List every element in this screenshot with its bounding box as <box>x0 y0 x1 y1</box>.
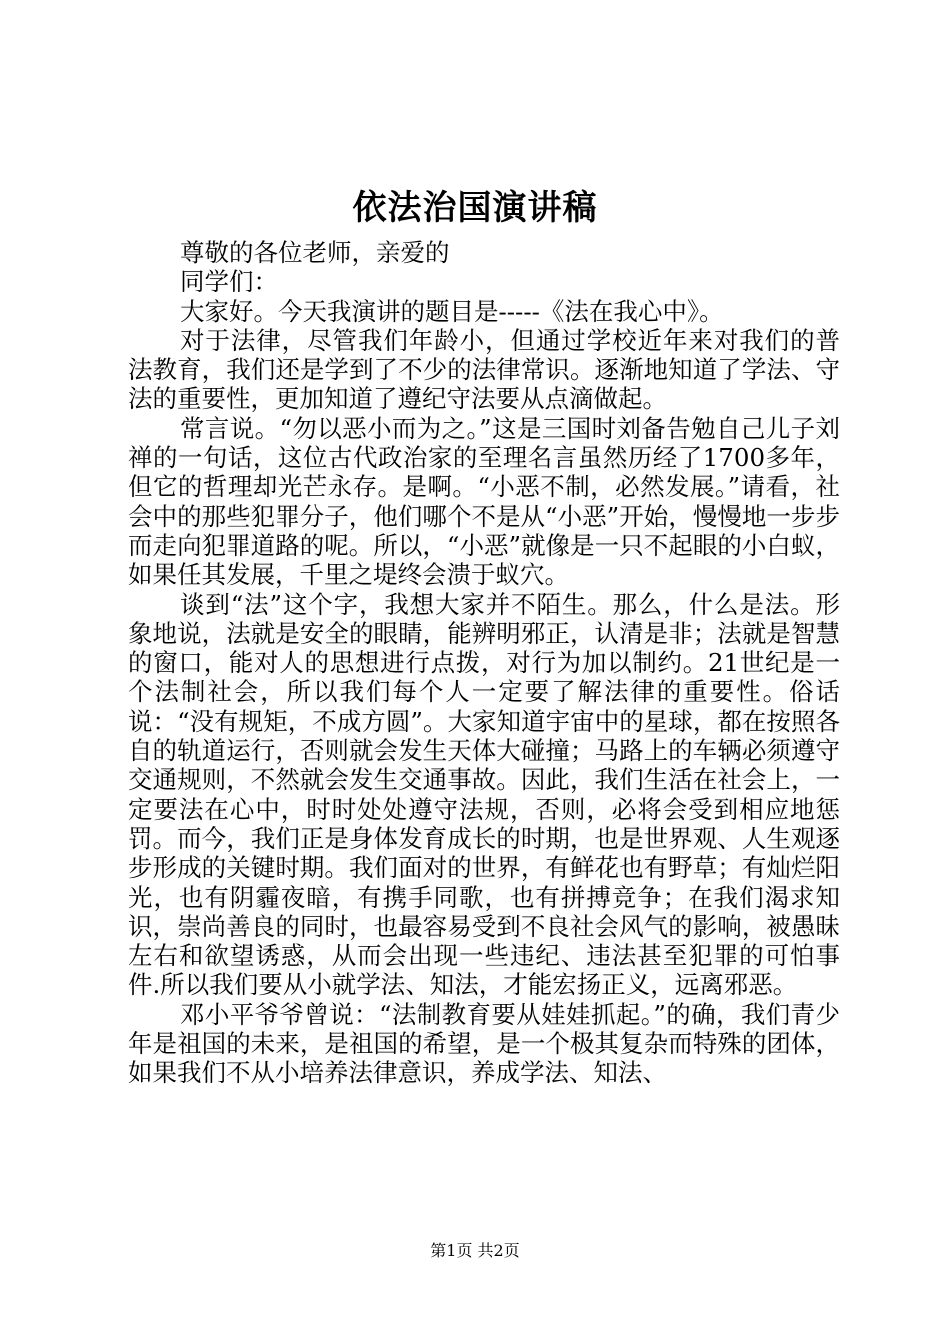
paragraph-body: 邓小平爷爷曾说：“法制教育要从娃娃抓起。”的确，我们青少年是祖国的未来，是祖国的希望，是一个极其复杂而特殊的团体，如果我们不从小培养法律意识，养成学法、知法、 <box>128 999 840 1088</box>
document-body <box>128 238 840 1088</box>
paragraph-body: 对于法律，尽管我们年龄小，但通过学校近年来对我们的普法教育，我们还是学到了不少的法律常识。逐渐地知道了学法、守法的重要性，更加知道了遵纪守法要从点滴做起。 <box>128 325 840 414</box>
paragraph-salutation-continued: 同学们： <box>180 267 278 297</box>
document-title: 依法治国演讲稿 <box>352 188 598 228</box>
page-footer: 第1页 共2页 <box>430 1241 520 1260</box>
paragraph-greeting: 大家好。今天我演讲的题目是-----《法在我心中》。 <box>180 296 724 326</box>
paragraph-salutation: 尊敬的各位老师，亲爱的 <box>180 238 450 267</box>
paragraph-body: 谈到“法”这个字，我想大家并不陌生。那么，什么是法。形象地说，法就是安全的眼睛，能辨明邪正，认清是非；法就是智慧的窗口，能对人的思想进行点拨，对行为加以制约。21世纪是一个法制社会，所以我们每个人一定要了解法律的重要性。俗话说：“没有规矩，不成方圆”。大家知道宇宙中的星球，都在按照各自的轨道运行，否则就会发生天体大碰撞；马路上的车辆必须遵守交通规则，不然就会发生交通事故。因此，我们生活在社会上，一定要法在心中，时时处处遵守法规，否则，必将会受到相应地惩罚。而今，我们正是身体发育成长的时期，也是世界观、人生观逐步形成的关键时期。我们面对的世界，有鲜花也有野草；有灿烂阳光，也有阴霾夜暗，有携手同歌，也有拼搏竞争；在我们渴求知识，崇尚善良的同时，也最容易受到不良社会风气的影响，被愚昧左右和欲望诱惑，从而会出现一些违纪、违法甚至犯罪的可怕事件.所以我们要从小就学法、知法，才能宏扬正义，远离邪恶。 <box>128 589 840 1000</box>
paragraph-body: 常言说。“勿以恶小而为之。”这是三国时刘备告勉自己儿子刘禅的一句话，这位古代政治家的至理名言虽然历经了1700多年，但它的哲理却光芒永存。是啊。“小恶不制，必然发展。”请看，社会中的那些犯罪分子，他们哪个不是从“小恶”开始，慢慢地一步步而走向犯罪道路的呢。所以，“小恶”就像是一只不起眼的小白蚁，如果任其发展，千里之堤终会溃于蚁穴。 <box>128 413 840 590</box>
